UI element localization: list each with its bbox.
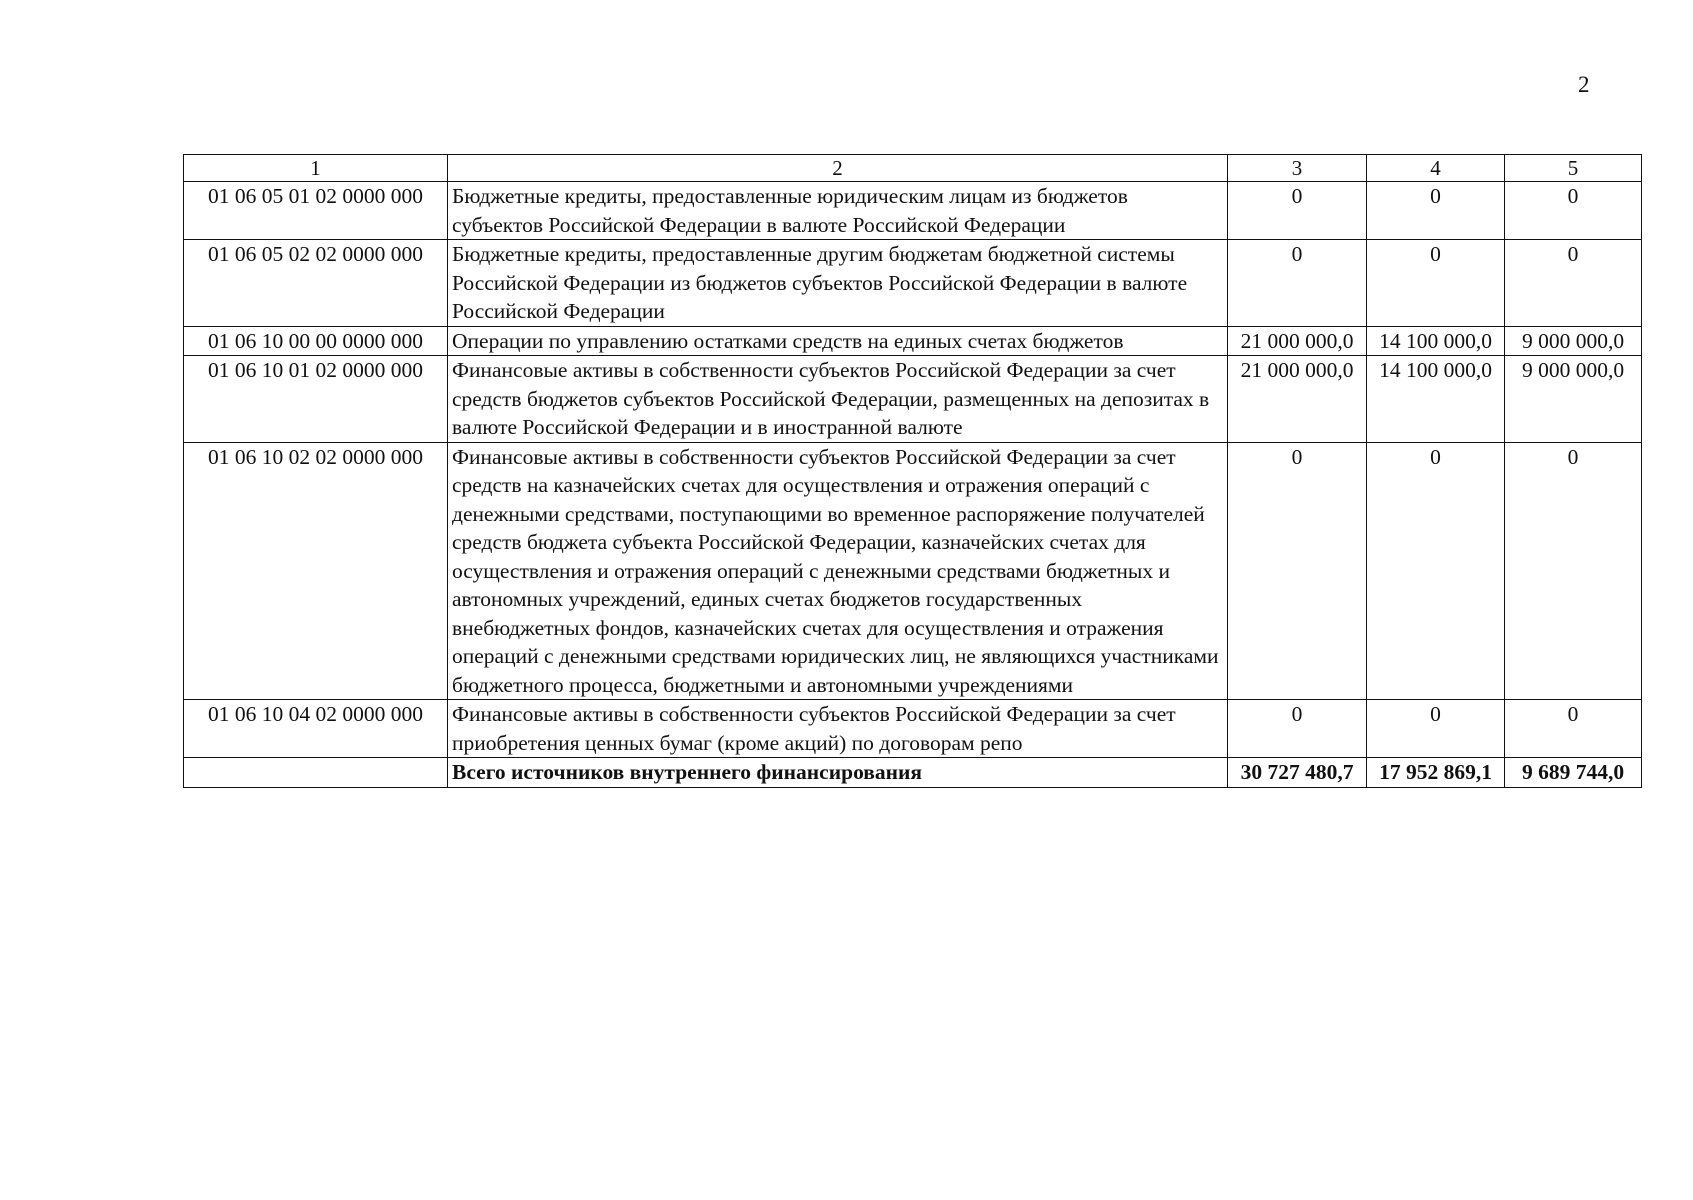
row-value-3: 21 000 000,0 — [1228, 326, 1367, 356]
row-code: 01 06 05 02 02 0000 000 — [184, 240, 448, 327]
table-row — [184, 356, 1642, 443]
row-value-5: 0 — [1505, 182, 1642, 240]
row-description: Операции по управлению остатками средств на единых счетах бюджетов — [448, 326, 1228, 356]
row-value-4: 0 — [1367, 700, 1505, 758]
page-number: 2 — [1578, 72, 1590, 97]
row-value-5: 0 — [1505, 700, 1642, 758]
row-value-3: 0 — [1228, 240, 1367, 327]
row-value-4: 14 100 000,0 — [1367, 356, 1505, 443]
row-description: Финансовые активы в собственности субъектов Российской Федерации за счет средств на казначейских счетах для осуществления и отражения операций с денежными средствами, поступающими во временное распоряжение получателей средств бюджета субъекта Российской Федерации, казначейских счетах для осуществления и отражения операций с денежными средствами бюджетных и автономных учреждений, единых счетах бюджетов государственных внебюджетных фондов, казначейских счетах для осуществления и отражения операций с денежными средствами юридических лиц, не являющихся участниками бюджетного процесса, бюджетными и автономными учреждениями — [448, 442, 1228, 700]
row-value-3: 0 — [1228, 442, 1367, 700]
total-value-5: 9 689 744,0 — [1505, 758, 1642, 788]
row-description: Финансовые активы в собственности субъектов Российской Федерации за счет приобретения ценных бумаг (кроме акций) по договорам репо — [448, 700, 1228, 758]
row-code: 01 06 10 04 02 0000 000 — [184, 700, 448, 758]
row-value-5: 9 000 000,0 — [1505, 326, 1642, 356]
row-value-4: 0 — [1367, 442, 1505, 700]
column-header-1: 1 — [184, 155, 448, 182]
row-value-3: 0 — [1228, 700, 1367, 758]
table-row — [184, 240, 1642, 327]
total-value-4: 17 952 869,1 — [1367, 758, 1505, 788]
total-value-3: 30 727 480,7 — [1228, 758, 1367, 788]
row-description: Бюджетные кредиты, предоставленные юридическим лицам из бюджетов субъектов Российской Федерации в валюте Российской Федерации — [448, 182, 1228, 240]
row-description: Бюджетные кредиты, предоставленные другим бюджетам бюджетной системы Российской Федерации из бюджетов субъектов Российской Федерации в валюте Российской Федерации — [448, 240, 1228, 327]
total-description: Всего источников внутреннего финансирования — [448, 758, 1228, 788]
row-value-4: 0 — [1367, 182, 1505, 240]
row-value-4: 0 — [1367, 240, 1505, 327]
row-value-3: 0 — [1228, 182, 1367, 240]
row-description: Финансовые активы в собственности субъектов Российской Федерации за счет средств бюджетов субъектов Российской Федерации, размещенных на депозитах в валюте Российской Федерации и в иностранной валюте — [448, 356, 1228, 443]
row-value-5: 9 000 000,0 — [1505, 356, 1642, 443]
column-header-5: 5 — [1505, 155, 1642, 182]
row-value-3: 21 000 000,0 — [1228, 356, 1367, 443]
row-value-4: 14 100 000,0 — [1367, 326, 1505, 356]
financing-sources-table — [183, 154, 1642, 788]
row-code: 01 06 05 01 02 0000 000 — [184, 182, 448, 240]
row-code: 01 06 10 00 00 0000 000 — [184, 326, 448, 356]
column-header-3: 3 — [1228, 155, 1367, 182]
table-header-row — [184, 155, 1642, 182]
row-value-5: 0 — [1505, 442, 1642, 700]
total-code — [184, 758, 448, 788]
total-row — [184, 758, 1642, 788]
column-header-4: 4 — [1367, 155, 1505, 182]
row-code: 01 06 10 02 02 0000 000 — [184, 442, 448, 700]
row-value-5: 0 — [1505, 240, 1642, 327]
table-row — [184, 182, 1642, 240]
table-row — [184, 326, 1642, 356]
table-row — [184, 442, 1642, 700]
column-header-2: 2 — [448, 155, 1228, 182]
table-row — [184, 700, 1642, 758]
row-code: 01 06 10 01 02 0000 000 — [184, 356, 448, 443]
